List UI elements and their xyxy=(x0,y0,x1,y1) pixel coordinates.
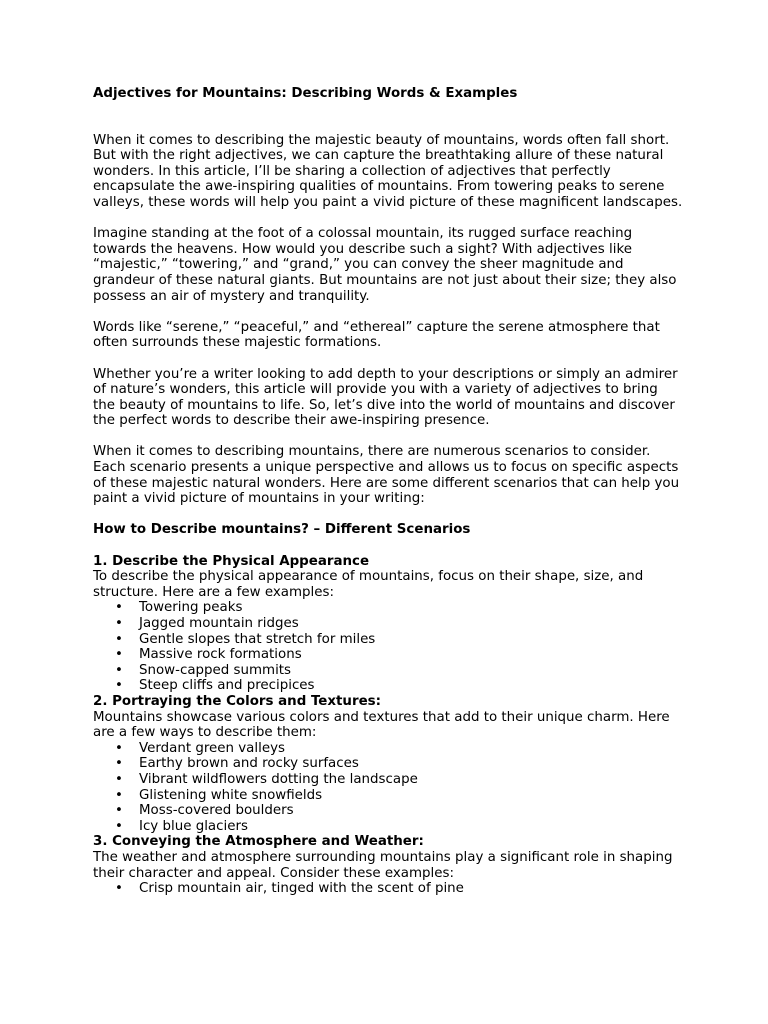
list-item: • Verdant green valleys xyxy=(115,740,285,756)
list-item: • Earthy brown and rocky surfaces xyxy=(115,756,359,772)
subsection-intro: Mountains showcase various colors and textures that add to their unique charm. Here are a few ways to describe them: xyxy=(93,709,670,741)
subsection-intro: The weather and atmosphere surrounding mountains play a significant role in shaping their character and appeal. Consider these examples: xyxy=(93,849,673,881)
list-item: • Jagged mountain ridges xyxy=(115,616,299,631)
paragraph: Words like “serene,” “peaceful,” and “ethereal” capture the serene atmosphere that often surrounds these majestic formations. xyxy=(93,319,660,351)
subsection-heading: 2. Portraying the Colors and Textures: xyxy=(93,693,381,709)
subsection-heading: 3. Conveying the Atmosphere and Weather: xyxy=(93,834,424,850)
bullet-icon: • xyxy=(115,631,123,647)
bullet-icon: • xyxy=(115,647,123,663)
bullet-icon: • xyxy=(115,740,123,756)
section-atmosphere-weather xyxy=(93,834,683,896)
list-item: • Icy blue glaciers xyxy=(115,818,248,834)
paragraph: When it comes to describing mountains, there are numerous scenarios to consider. Each scenario presents a unique perspective and allows us to focus on specific aspects of these majestic natural wonders. Here are some different scenarios that can help you paint a vivid picture of mountains in your writing: xyxy=(93,444,680,507)
section-colors-textures xyxy=(93,694,683,834)
bullet-list xyxy=(93,741,683,835)
document-title: Adjectives for Mountains: Describing Words & Examples xyxy=(93,86,518,101)
bullet-icon: • xyxy=(115,787,123,803)
section-physical-appearance xyxy=(93,554,683,694)
list-item: • Massive rock formations xyxy=(115,647,302,663)
bullet-list xyxy=(93,600,683,694)
list-item: • Gentle slopes that stretch for miles xyxy=(115,631,376,647)
paragraph: Whether you’re a writer looking to add depth to your descriptions or simply an admirer of nature’s wonders, this article will provide you with a variety of adjectives to bring the beauty of mountains to life. So, let’s dive into the world of mountains and discover the perfect words to describe their awe-inspiring presence. xyxy=(93,366,678,429)
list-item: • Moss-covered boulders xyxy=(115,803,294,819)
bullet-icon: • xyxy=(115,616,123,631)
bullet-icon: • xyxy=(115,662,123,678)
bullet-icon: • xyxy=(115,771,123,787)
subsection-heading: 1. Describe the Physical Appearance xyxy=(93,553,370,569)
bullet-icon: • xyxy=(115,881,123,897)
list-item: • Glistening white snowfields xyxy=(115,787,323,803)
bullet-icon: • xyxy=(115,756,123,772)
bullet-icon: • xyxy=(115,678,123,694)
paragraph: Imagine standing at the foot of a colossal mountain, its rugged surface reaching towards the heavens. How would you describe such a sight? With adjectives like “majestic,” “towering,” and “grand,” you can convey the sheer magnitude and grandeur of these natural giants. But mountains are not just about their size; they also possess an air of mystery and tranquility. xyxy=(93,226,677,304)
paragraph: When it comes to describing the majestic beauty of mountains, words often fall short. But with the right adjectives, we can capture the breathtaking allure of these natural wonders. In this article, I’ll be sharing a collection of adjectives that perfectly encapsulate the awe-inspiring qualities of mountains. From towering peaks to serene valleys, these words will help you paint a vivid picture of these magnificent landscapes. xyxy=(93,132,683,210)
list-item: • Snow-capped summits xyxy=(115,662,292,678)
section-heading: How to Describe mountains? – Different Scenarios xyxy=(93,522,471,538)
list-item: • Crisp mountain air, tinged with the scent of pine xyxy=(115,881,464,897)
list-item: • Towering peaks xyxy=(115,600,243,616)
subsection-intro: To describe the physical appearance of mountains, focus on their shape, size, and structure. Here are a few examples: xyxy=(93,569,644,600)
bullet-icon: • xyxy=(115,600,123,616)
list-item: • Vibrant wildflowers dotting the landscape xyxy=(115,771,418,787)
bullet-icon: • xyxy=(115,803,123,819)
document-page xyxy=(93,86,683,897)
bullet-icon: • xyxy=(115,818,123,834)
list-item: • Steep cliffs and precipices xyxy=(115,678,315,694)
bullet-list xyxy=(93,881,683,897)
